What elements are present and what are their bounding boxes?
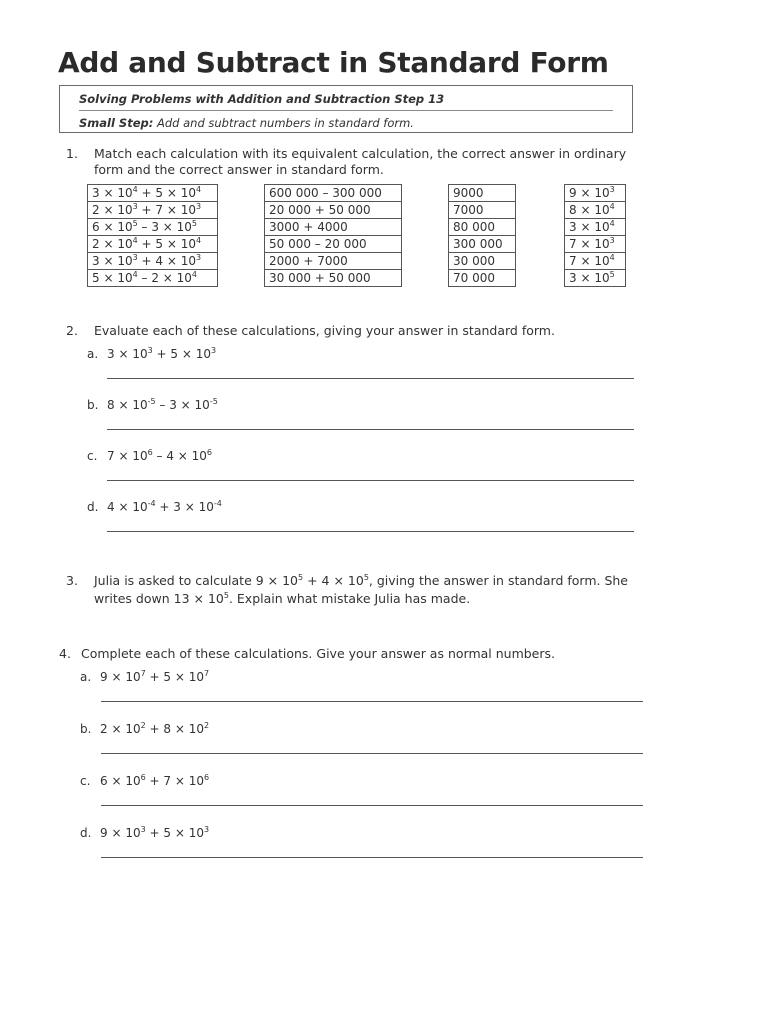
term: 5 × 10 xyxy=(163,670,204,684)
term: 5 × 10 xyxy=(92,271,133,285)
q2-part xyxy=(87,499,387,515)
term: 7 × 10 xyxy=(163,774,204,788)
match-cell[interactable] xyxy=(88,219,218,236)
table-row xyxy=(265,253,402,270)
table-row xyxy=(88,185,218,202)
operator: + xyxy=(137,186,156,200)
text: Julia is asked to calculate 9 × 10 xyxy=(94,573,299,588)
term: 9 × 10 xyxy=(569,186,610,200)
term: 6 × 10 xyxy=(92,220,133,234)
match-cell[interactable] xyxy=(565,236,626,253)
term: 3 × 10 xyxy=(151,220,192,234)
term: 5 × 10 xyxy=(155,237,196,251)
match-cell[interactable]: 20 000 + 50 000 xyxy=(265,202,402,219)
table-row xyxy=(265,236,402,253)
table-row xyxy=(265,219,402,236)
exponent: 3 xyxy=(147,346,153,355)
term: 6 × 10 xyxy=(100,774,141,788)
part-label: a. xyxy=(80,670,92,684)
part-expression xyxy=(107,448,212,464)
text: + 4 × 10 xyxy=(303,573,364,588)
answer-line[interactable] xyxy=(107,378,634,379)
table-row xyxy=(449,202,516,219)
operator: – xyxy=(137,220,152,234)
exponent: -4 xyxy=(213,499,222,508)
term: 4 × 10 xyxy=(166,449,207,463)
match-cell[interactable] xyxy=(88,253,218,270)
match-cell[interactable]: 50 000 – 20 000 xyxy=(265,236,402,253)
exponent: 3 xyxy=(609,236,615,245)
exponent: 4 xyxy=(609,219,615,228)
term: 4 × 10 xyxy=(107,500,148,514)
match-cell[interactable] xyxy=(565,270,626,287)
operator: + xyxy=(137,203,156,217)
q4-part xyxy=(80,773,380,789)
match-cell[interactable] xyxy=(88,185,218,202)
exponent: 5 xyxy=(223,591,229,600)
exponent: 4 xyxy=(132,185,138,194)
table-row xyxy=(565,185,626,202)
answer-line[interactable] xyxy=(101,701,643,702)
q2-part xyxy=(87,397,387,413)
exponent: 6 xyxy=(206,448,213,457)
term: 3 × 10 xyxy=(569,271,610,285)
q4-part xyxy=(80,721,380,737)
q2-part xyxy=(87,448,387,464)
exponent: 4 xyxy=(195,236,202,245)
exponent: 6 xyxy=(203,773,210,782)
term: 5 × 10 xyxy=(155,186,196,200)
term: 4 × 10 xyxy=(155,254,196,268)
exponent: 4 xyxy=(609,202,615,211)
part-label: c. xyxy=(80,774,91,788)
part-label: b. xyxy=(80,722,92,736)
term: 9 × 10 xyxy=(100,670,141,684)
match-cell[interactable] xyxy=(565,202,626,219)
match-column-ordinary xyxy=(448,184,516,287)
table-row xyxy=(565,270,626,287)
exponent: -5 xyxy=(147,397,156,406)
question-number: 2. xyxy=(66,323,78,338)
operator: – xyxy=(152,449,167,463)
exponent: 5 xyxy=(132,219,138,228)
operator: + xyxy=(137,237,156,251)
q2-part xyxy=(87,346,387,362)
question-2 xyxy=(66,323,646,339)
question-1 xyxy=(66,146,646,180)
part-label: d. xyxy=(87,500,99,514)
exponent: 4 xyxy=(609,253,615,262)
part-expression xyxy=(100,669,209,685)
exponent: 4 xyxy=(132,236,138,245)
table-row xyxy=(265,270,402,287)
match-cell[interactable]: 600 000 – 300 000 xyxy=(265,185,402,202)
operator: + xyxy=(145,826,164,840)
table-row xyxy=(88,253,218,270)
table-row xyxy=(449,270,516,287)
match-cell[interactable]: 300 000 xyxy=(449,236,516,253)
term: 3 × 10 xyxy=(107,347,148,361)
table-row xyxy=(449,185,516,202)
exponent: 4 xyxy=(191,270,198,279)
table-row xyxy=(565,202,626,219)
part-label: b. xyxy=(87,398,99,412)
term: 8 × 10 xyxy=(569,203,610,217)
match-cell[interactable]: 30 000 xyxy=(449,253,516,270)
match-cell[interactable]: 7000 xyxy=(449,202,516,219)
match-cell[interactable] xyxy=(88,202,218,219)
q4-part xyxy=(80,825,380,841)
text: writes down 13 × 10 xyxy=(94,591,224,606)
match-cell[interactable]: 3000 + 4000 xyxy=(265,219,402,236)
question-number: 3. xyxy=(66,573,78,588)
term: 7 × 10 xyxy=(569,237,610,251)
exponent: 3 xyxy=(210,346,217,355)
term: 8 × 10 xyxy=(163,722,204,736)
table-row xyxy=(88,236,218,253)
page-title: Add and Subtract in Standard Form xyxy=(58,46,609,79)
match-column-standard xyxy=(564,184,626,287)
operator: + xyxy=(152,347,171,361)
operator: – xyxy=(137,271,152,285)
info-step-line: Solving Problems with Addition and Subtraction Step 13 xyxy=(79,92,613,111)
answer-line[interactable] xyxy=(101,753,643,754)
table-row xyxy=(449,236,516,253)
exponent: 2 xyxy=(140,721,146,730)
exponent: 4 xyxy=(195,185,202,194)
question-text-line-2: form and the correct answer in standard form. xyxy=(94,162,384,177)
table-row xyxy=(449,253,516,270)
question-text-line-1 xyxy=(94,573,628,589)
exponent: 3 xyxy=(609,185,615,194)
part-expression xyxy=(100,773,209,789)
term: 9 × 10 xyxy=(100,826,141,840)
answer-line[interactable] xyxy=(101,805,643,806)
term: 5 × 10 xyxy=(170,347,211,361)
question-3 xyxy=(66,573,646,607)
question-4 xyxy=(59,646,649,662)
term: 7 × 10 xyxy=(569,254,610,268)
match-cell[interactable] xyxy=(88,236,218,253)
exponent: 5 xyxy=(363,573,369,582)
exponent: -5 xyxy=(209,397,218,406)
operator: + xyxy=(145,722,164,736)
part-expression xyxy=(107,499,222,515)
table-row xyxy=(88,219,218,236)
answer-line[interactable] xyxy=(107,480,634,481)
table-row xyxy=(265,202,402,219)
operator: + xyxy=(155,500,174,514)
term: 3 × 10 xyxy=(92,254,133,268)
exponent: 3 xyxy=(132,253,138,262)
question-text-line-1: Match each calculation with its equivalent calculation, the correct answer in ordinary xyxy=(94,146,627,161)
answer-line[interactable] xyxy=(101,857,643,858)
match-cell[interactable] xyxy=(565,219,626,236)
exponent: 6 xyxy=(147,448,153,457)
info-box xyxy=(59,85,633,133)
match-cell[interactable] xyxy=(565,185,626,202)
question-text-line-2 xyxy=(94,591,470,607)
question-text: Evaluate each of these calculations, giving your answer in standard form. xyxy=(94,323,555,338)
part-expression xyxy=(107,346,216,362)
table-row xyxy=(265,185,402,202)
operator: – xyxy=(155,398,170,412)
exponent: 7 xyxy=(140,669,146,678)
term: 8 × 10 xyxy=(107,398,148,412)
exponent: 7 xyxy=(203,669,210,678)
term: 2 × 10 xyxy=(151,271,192,285)
exponent: 3 xyxy=(195,202,202,211)
table-row xyxy=(88,202,218,219)
small-step-text: Add and subtract numbers in standard form. xyxy=(153,116,414,130)
text: . Explain what mistake Julia has made. xyxy=(228,591,471,606)
table-row xyxy=(565,236,626,253)
match-cell[interactable] xyxy=(565,253,626,270)
exponent: 5 xyxy=(609,270,615,279)
match-cell[interactable]: 9000 xyxy=(449,185,516,202)
question-number: 1. xyxy=(66,146,78,161)
q4-part xyxy=(80,669,380,685)
term: 3 × 10 xyxy=(169,398,210,412)
match-cell[interactable]: 30 000 + 50 000 xyxy=(265,270,402,287)
exponent: 4 xyxy=(132,270,138,279)
answer-line[interactable] xyxy=(107,531,634,532)
operator: + xyxy=(137,254,156,268)
term: 2 × 10 xyxy=(92,237,133,251)
exponent: 6 xyxy=(140,773,146,782)
part-label: a. xyxy=(87,347,99,361)
term: 3 × 10 xyxy=(173,500,214,514)
part-expression xyxy=(100,825,209,841)
term: 5 × 10 xyxy=(163,826,204,840)
operator: + xyxy=(145,670,164,684)
answer-line[interactable] xyxy=(107,429,634,430)
term: 2 × 10 xyxy=(92,203,133,217)
match-cell[interactable]: 2000 + 7000 xyxy=(265,253,402,270)
text: , giving the answer in standard form. She xyxy=(368,573,628,588)
exponent: 5 xyxy=(298,573,304,582)
info-small-step-line xyxy=(79,116,613,130)
table-row xyxy=(565,253,626,270)
small-step-label: Small Step: xyxy=(79,116,154,130)
match-cell[interactable] xyxy=(88,270,218,287)
term: 2 × 10 xyxy=(100,722,141,736)
table-row xyxy=(565,219,626,236)
part-expression xyxy=(107,397,218,413)
exponent: 2 xyxy=(203,721,210,730)
operator: + xyxy=(145,774,164,788)
term: 3 × 10 xyxy=(92,186,133,200)
question-text: Complete each of these calculations. Give your answer as normal numbers. xyxy=(81,646,555,661)
exponent: -4 xyxy=(147,499,156,508)
match-column-equivalent xyxy=(264,184,402,287)
table-row xyxy=(449,219,516,236)
part-label: d. xyxy=(80,826,92,840)
term: 7 × 10 xyxy=(107,449,148,463)
match-column-calculations xyxy=(87,184,218,287)
part-label: c. xyxy=(87,449,98,463)
question-number: 4. xyxy=(59,646,71,661)
term: 7 × 10 xyxy=(155,203,196,217)
match-cell[interactable]: 80 000 xyxy=(449,219,516,236)
match-cell[interactable]: 70 000 xyxy=(449,270,516,287)
exponent: 3 xyxy=(203,825,210,834)
table-row xyxy=(88,270,218,287)
exponent: 5 xyxy=(191,219,198,228)
exponent: 3 xyxy=(132,202,138,211)
exponent: 3 xyxy=(195,253,202,262)
exponent: 3 xyxy=(140,825,146,834)
part-expression xyxy=(100,721,209,737)
term: 3 × 10 xyxy=(569,220,610,234)
